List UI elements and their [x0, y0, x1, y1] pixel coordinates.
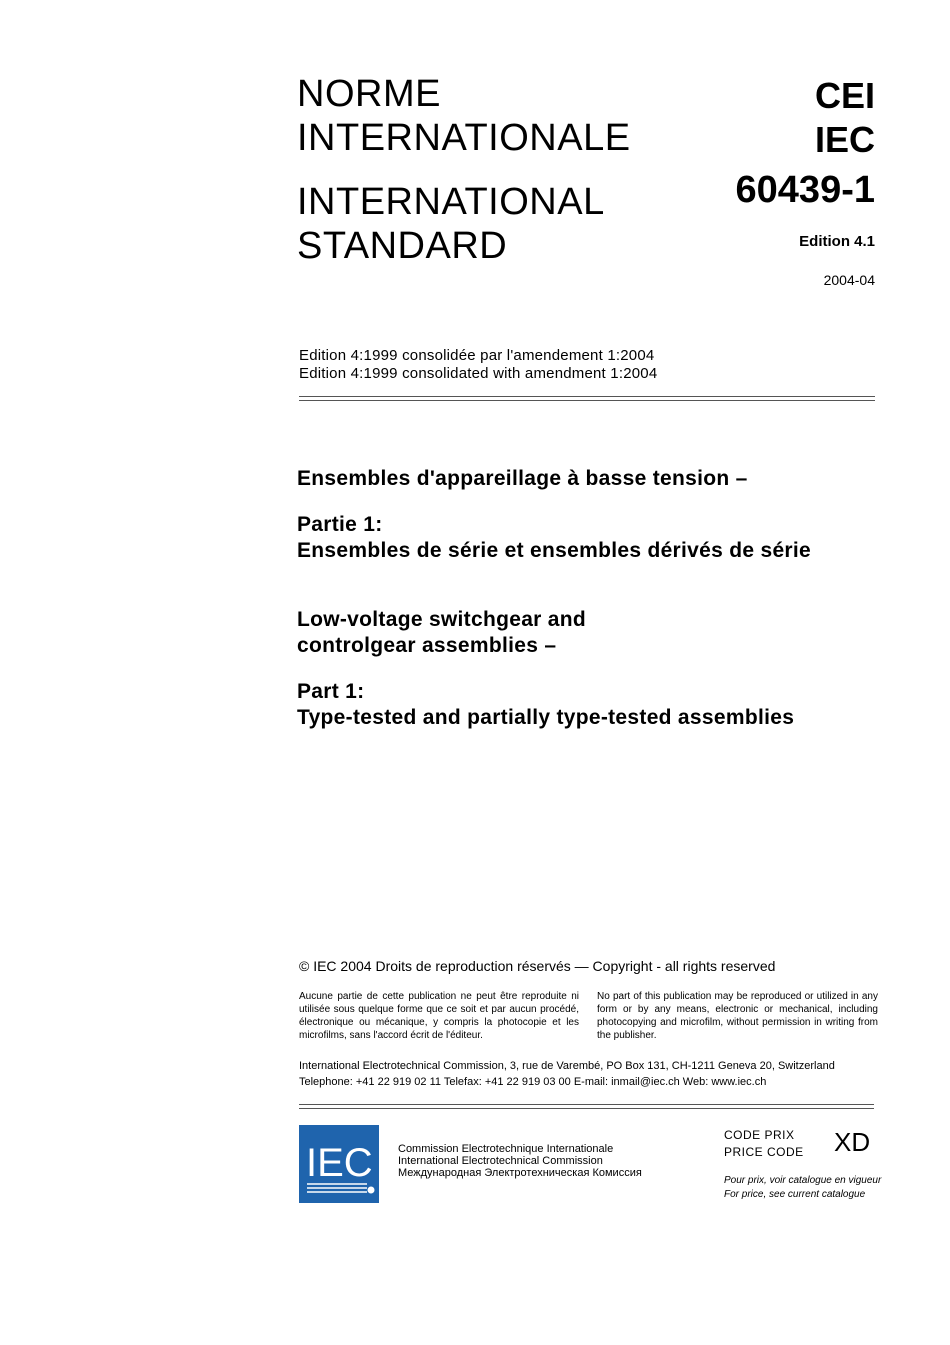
title-fr-line1: NORME [297, 73, 441, 115]
price-code-labels [724, 1127, 804, 1161]
identifier-block [675, 74, 875, 162]
title-en-main-1: Low-voltage switchgear and [297, 608, 587, 631]
contact-address: International Electrotechnical Commission, 3, rue de Varembé, PO Box 131, CH-1211 Geneva 20, Switzerland [299, 1060, 835, 1072]
title-en-line1: INTERNATIONAL [297, 181, 605, 223]
org-name-en: International Electrotechnical Commission [398, 1155, 603, 1167]
iec-logo [299, 1125, 379, 1203]
org-names [398, 1143, 642, 1179]
price-note-en: For price, see current catalogue [724, 1189, 866, 1200]
divider-top-a [299, 396, 875, 397]
iec-label: IEC [814, 119, 875, 160]
logo-text: IEC [306, 1141, 373, 1185]
divider-top-b [299, 400, 875, 401]
title-en-main-2: controlgear assemblies – [297, 634, 557, 657]
publication-date: 2004-04 [823, 272, 875, 288]
title-en-part: Part 1: [297, 680, 365, 703]
title-en-sub: Type-tested and partially type-tested assemblies [297, 706, 795, 729]
contact-phone: Telephone: +41 22 919 02 11 Telefax: +41 22 919 03 00 E-mail: inmail@iec.ch Web: www.iec.ch [299, 1076, 767, 1088]
price-note-fr: Pour prix, voir catalogue en vigueur [724, 1175, 882, 1186]
edition-label: Edition 4.1 [799, 233, 875, 250]
title-block-en [297, 180, 605, 268]
copyright-line: © IEC 2004 Droits de reproduction réservés — Copyright - all rights reserved [299, 958, 776, 974]
divider-bottom-b [299, 1108, 874, 1109]
code-prix-label: CODE PRIX [724, 1128, 795, 1142]
cei-label: CEI [814, 75, 875, 116]
title-fr-main: Ensembles d'appareillage à basse tension – [297, 467, 748, 490]
copyright-notice-fr: Aucune partie de cette publication ne peut être reproduite ni utilisée sous quelque forme que ce soit et par aucun procédé, électronique ou mécanique, y compris la photocopie et les microfilms, sans l'accord écrit de l'éditeur. [299, 991, 579, 1041]
title-fr-line2: INTERNATIONALE [297, 117, 631, 159]
consolidation-fr: Edition 4:1999 consolidée par l'amendement 1:2004 [299, 347, 655, 364]
org-name-ru: Международная Электротехническая Комиссия [398, 1167, 642, 1179]
title-fr-sub: Ensembles de série et ensembles dérivés de série [297, 539, 812, 562]
price-code-value: XD [834, 1127, 871, 1157]
title-block-fr [297, 72, 631, 160]
title-en-line2: STANDARD [297, 225, 508, 267]
iec-logo-icon [299, 1125, 379, 1203]
divider-bottom-a [299, 1104, 874, 1105]
price-code-label: PRICE CODE [724, 1145, 804, 1159]
title-fr-part: Partie 1: [297, 513, 383, 536]
consolidation-en: Edition 4:1999 consolidated with amendment 1:2004 [299, 365, 658, 382]
org-name-fr: Commission Electrotechnique Internationale [398, 1143, 614, 1155]
price-notes [724, 1174, 881, 1202]
copyright-notice-en: No part of this publication may be reproduced or utilized in any form or by any means, electronic or mechanical, including photocopying and microfilm, without permission in writing from the publisher. [597, 991, 878, 1041]
standard-number: 60439-1 [735, 169, 875, 211]
standard-number-block [625, 168, 875, 212]
